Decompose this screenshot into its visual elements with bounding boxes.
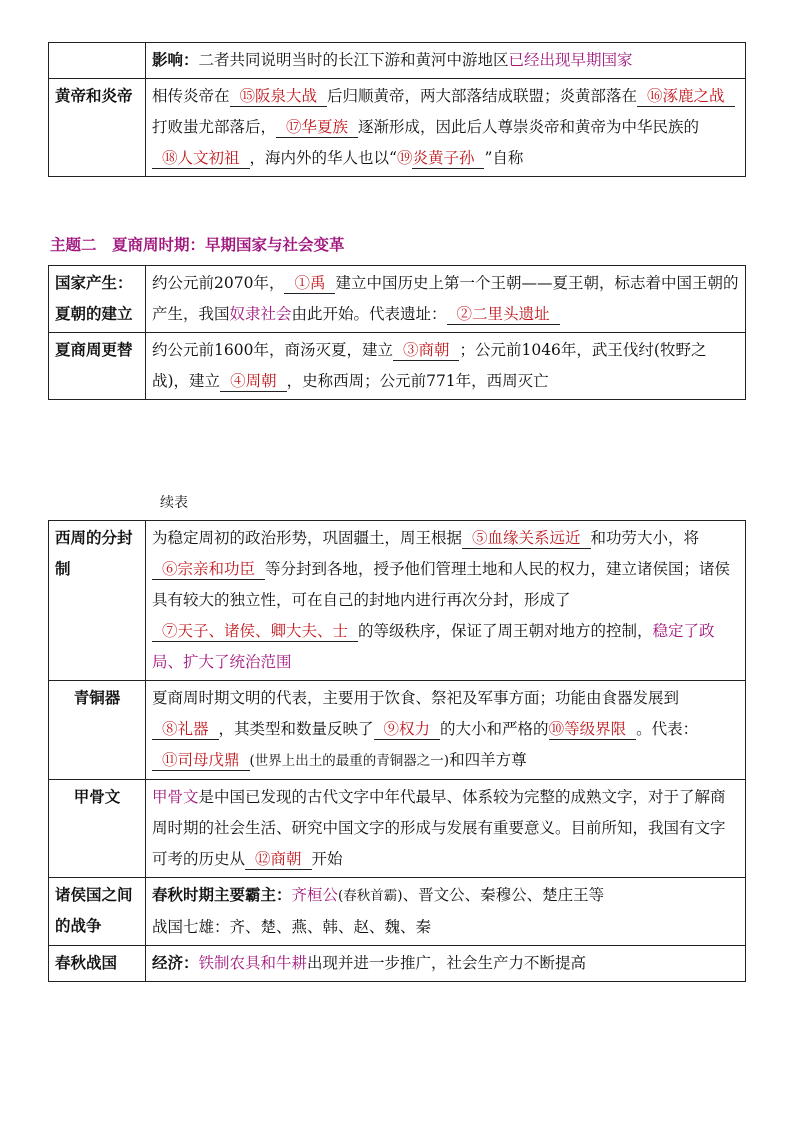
answer-1: ①禹 xyxy=(284,273,335,294)
row-key-xia-founding: 国家产生：夏朝的建立 xyxy=(49,266,146,333)
row-key-fenfeng: 西周的分封制 xyxy=(49,521,146,681)
row-key-oracle-bone: 甲骨文 xyxy=(49,780,146,878)
row-content xyxy=(146,681,746,780)
text: 的大小和严格的 xyxy=(440,720,549,738)
answer-16: ⑯涿鹿之战 xyxy=(637,86,735,107)
hegemons-label: 春秋时期主要霸主： xyxy=(152,886,292,904)
table-row xyxy=(49,333,746,400)
row-content xyxy=(146,79,746,177)
answer-4: ④周朝 xyxy=(220,371,287,392)
answer-18: ⑱人文初祖 xyxy=(152,148,250,169)
row-content xyxy=(146,333,746,400)
text: ”自称 xyxy=(484,149,524,167)
row-key-empty xyxy=(49,43,146,79)
text: 等分封到各地，授予他们管理土地和人民的权力，建立诸侯国；诸侯具有较大的独立性，可在自己的封地内进行再次分封，形成了 xyxy=(152,560,731,609)
row-content xyxy=(146,266,746,333)
row-content xyxy=(146,946,746,982)
answer-12: ⑫商朝 xyxy=(245,849,312,870)
answer-8: ⑧礼器 xyxy=(152,719,219,740)
answer-7: ⑦天子、诸侯、卿大夫、士 xyxy=(152,621,358,642)
row-key-wars: 诸侯国之间的战争 xyxy=(49,878,146,946)
continued-label: 续表 xyxy=(160,495,188,511)
row-content xyxy=(146,878,746,946)
highlight: 铁制农具和牛耕 xyxy=(198,954,308,972)
table-row xyxy=(49,681,746,780)
note: (世界上出土的最重的青铜器之一) xyxy=(249,753,450,769)
text: 开始 xyxy=(311,850,343,868)
text: 后归顺黄帝，两大部落结成联盟；炎黄部落在 xyxy=(327,87,638,105)
text: 为稳定周初的政治形势，巩固疆土，周王根据 xyxy=(152,529,463,547)
highlight: 齐桓公 xyxy=(291,886,339,904)
text: 打败蚩尤部落后， xyxy=(152,118,277,136)
answer-10: ⑩等级界限 xyxy=(549,719,637,740)
highlight: 稳定了政局、扩大了统治范围 xyxy=(152,622,715,671)
answer-19: 炎黄子孙 xyxy=(412,148,484,169)
text: 约公元前2070年， xyxy=(152,274,285,292)
text: 的等级秩序，保证了周王朝对地方的控制， xyxy=(358,622,653,640)
answer-17: ⑰华夏族 xyxy=(276,117,358,138)
text: 由此开始。代表遗址： xyxy=(291,305,447,323)
text: 出现并进一步推广，社会生产力不断提高 xyxy=(307,954,587,972)
table-xia-shang-zhou xyxy=(48,265,746,400)
highlight: 奴隶社会 xyxy=(229,305,292,323)
row-content xyxy=(146,521,746,681)
text: 。代表： xyxy=(636,720,699,738)
answer-2-cont: 头遗址 xyxy=(503,304,560,325)
section-heading: 主题二 夏商周时期：早期国家与社会变革 xyxy=(50,236,345,254)
answer-5: ⑤血缘关系远近 xyxy=(462,528,591,549)
table-row xyxy=(49,521,746,681)
text: 约公元前1600年，商汤灭夏，建立 xyxy=(152,341,393,359)
table-row xyxy=(49,946,746,982)
row-key-dynasty-change: 夏商周更替 xyxy=(49,333,146,400)
text: 逐渐形成，因此后人尊崇炎帝和黄帝为中华民族的 xyxy=(358,118,700,136)
table-zhou-system xyxy=(48,520,746,982)
row-key-bronze: 青铜器 xyxy=(49,681,146,780)
text: ，其类型和数量反映了 xyxy=(218,720,374,738)
text: 夏商周时期文明的代表，主要用于饮食、祭祀及军事方面；功能由食器发展到 xyxy=(152,689,680,707)
answer-15: ⑮阪泉大战 xyxy=(230,86,328,107)
table-row xyxy=(49,43,746,79)
answer-9: ⑨权力 xyxy=(374,719,441,740)
text: 、晋文公、秦穆公、楚庄王等 xyxy=(402,886,605,904)
answer-3: ③商朝 xyxy=(393,340,460,361)
row-content xyxy=(146,780,746,878)
table-row xyxy=(49,266,746,333)
row-key-spring-autumn: 春秋战国 xyxy=(49,946,146,982)
highlight: 甲骨文 xyxy=(152,788,199,806)
answer-2: ②二里 xyxy=(447,304,504,325)
table-origins xyxy=(48,42,746,177)
table-row xyxy=(49,79,746,177)
influence-label: 影响： xyxy=(152,51,199,69)
text: 和功劳大小，将 xyxy=(590,529,700,547)
text: 相传炎帝在 xyxy=(152,87,230,105)
highlight: 已经出现早期国家 xyxy=(508,51,633,69)
table-row xyxy=(49,878,746,946)
answer-19-number: ⑲ xyxy=(396,149,413,167)
economy-label: 经济： xyxy=(152,954,199,972)
row-content xyxy=(146,43,746,79)
text: ，海内外的华人也以“ xyxy=(249,149,397,167)
answer-11: ⑪司母戊鼎 xyxy=(152,750,250,771)
text: 建立中国历史上第一个王朝——夏王朝，标志着中国王朝的产生，我国 xyxy=(152,274,739,323)
note: (春秋首霸) xyxy=(338,888,403,904)
text: 是中国已发现的古代文字中年代最早、体系较为完整的成熟文字，对于了解商周时期的社会生活、研究中国文字的形成与发展有重要意义。目前所知，我国有文字可考的历史从 xyxy=(152,788,726,868)
answer-6: ⑥宗亲和功臣 xyxy=(152,559,265,580)
row-key-huangdi-yandi: 黄帝和炎帝 xyxy=(49,79,146,177)
text: ；公元前1046年，武王伐纣(牧野之战)，建立 xyxy=(152,341,707,390)
table-row xyxy=(49,780,746,878)
text: 战国七雄：齐、楚、燕、韩、赵、魏、秦 xyxy=(152,918,432,936)
text: 和四羊方尊 xyxy=(449,751,527,769)
text: 二者共同说明当时的长江下游和黄河中游地区 xyxy=(198,51,509,69)
text: ，史称西周；公元前771年，西周灭亡 xyxy=(286,372,549,390)
